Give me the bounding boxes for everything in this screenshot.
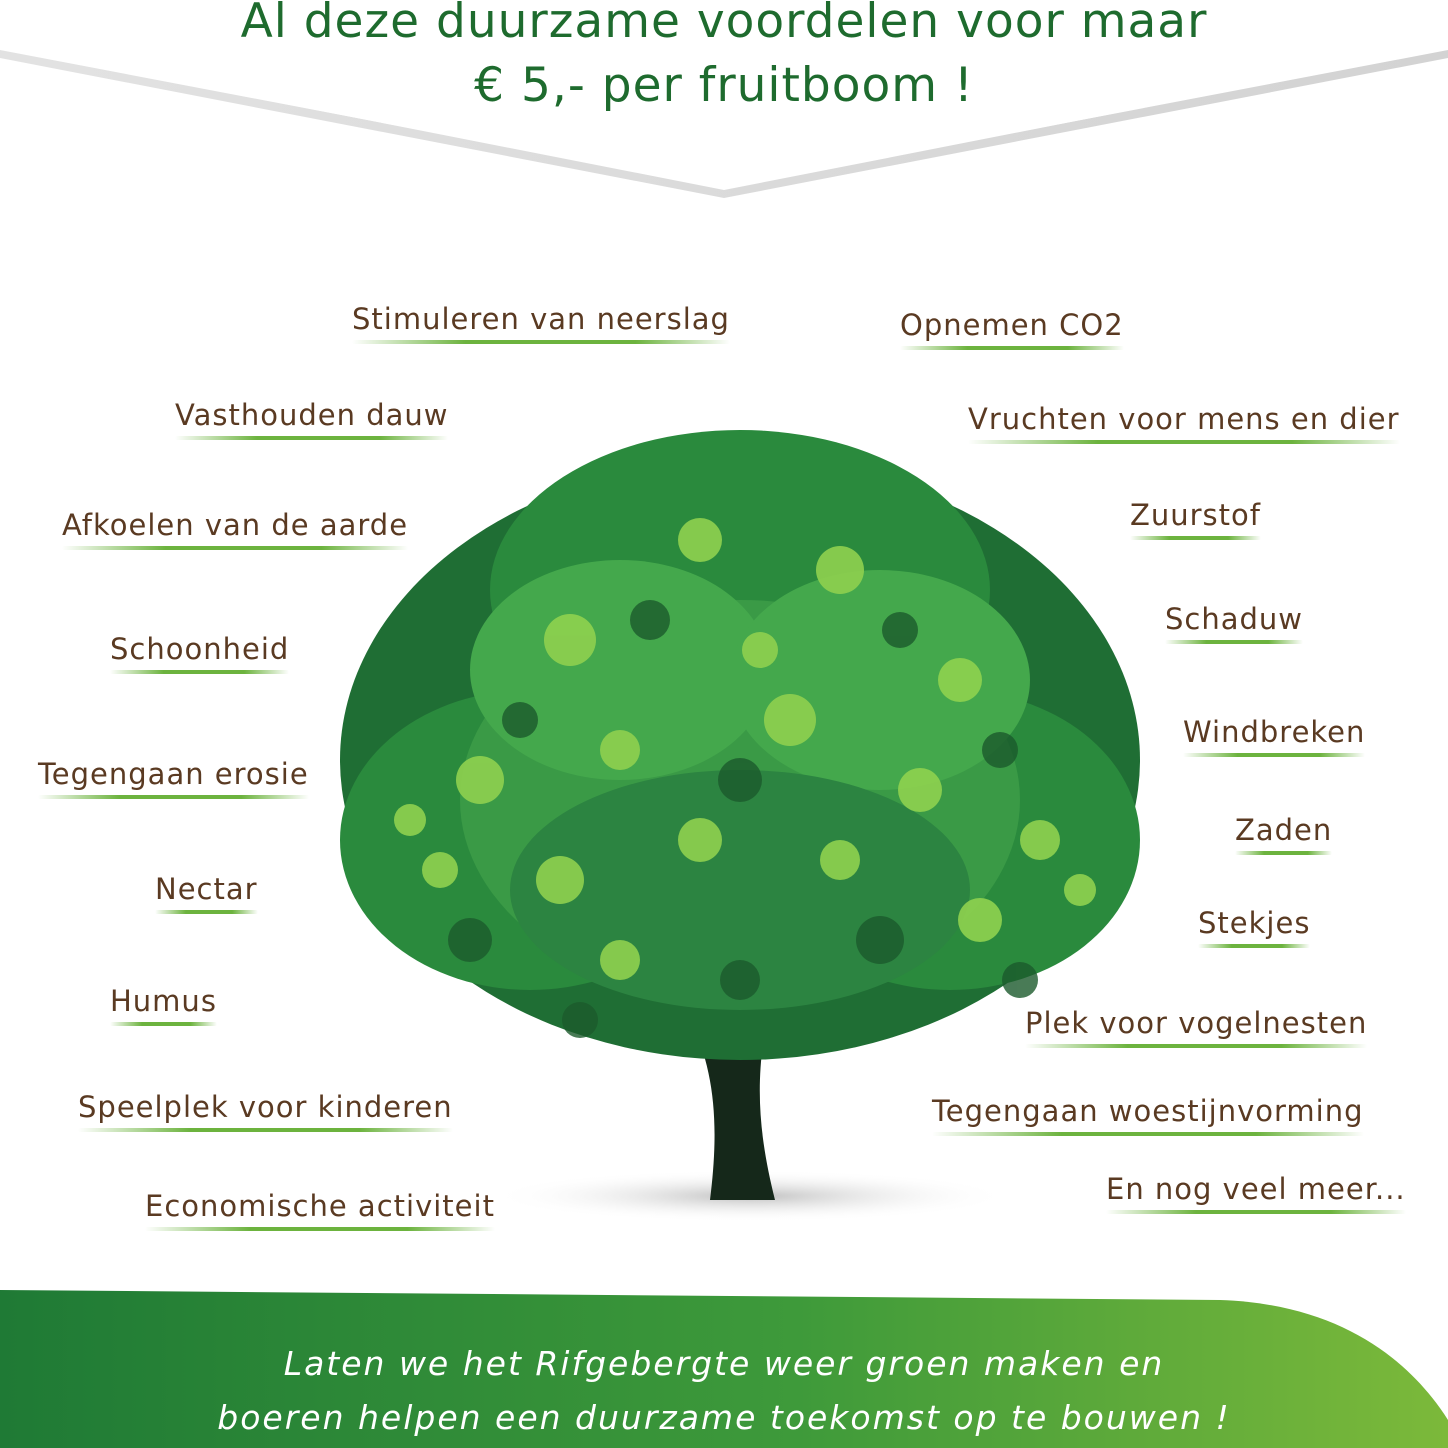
benefit-woestijnvorming: Tegengaan woestijnvorming: [932, 1092, 1364, 1136]
benefit-zuurstof: Zuurstof: [1130, 496, 1261, 540]
benefit-humus: Humus: [110, 982, 217, 1026]
benefit-opnemen-co2: Opnemen CO2: [900, 306, 1124, 350]
benefit-vogelnesten: Plek voor vogelnesten: [1025, 1004, 1367, 1048]
benefit-stimuleren-neerslag: Stimuleren van neerslag: [352, 300, 730, 344]
benefit-tegengaan-erosie: Tegengaan erosie: [38, 755, 309, 799]
benefit-vruchten: Vruchten voor mens en dier: [968, 400, 1400, 444]
footer-line-2: boeren helpen een duurzame toekomst op te bouwen !: [217, 1398, 1231, 1437]
tree-canopy: [340, 430, 1140, 1060]
benefit-vasthouden-dauw: Vasthouden dauw: [175, 396, 448, 440]
benefit-afkoelen-aarde: Afkoelen van de aarde: [62, 506, 408, 550]
benefit-nog-veel-meer: En nog veel meer...: [1106, 1170, 1406, 1214]
benefit-schaduw: Schaduw: [1165, 600, 1303, 644]
benefit-windbreken: Windbreken: [1183, 713, 1365, 757]
headline-line-2: € 5,- per fruitboom !: [474, 58, 974, 113]
footer-line-1: Laten we het Rifgebergte weer groen maken en: [283, 1344, 1165, 1383]
benefit-stekjes: Stekjes: [1198, 904, 1310, 948]
headline-line-1: Al deze duurzame voordelen voor maar: [240, 0, 1208, 49]
benefit-speelplek-kinderen: Speelplek voor kinderen: [78, 1088, 453, 1132]
benefit-zaden: Zaden: [1235, 811, 1332, 855]
benefit-schoonheid: Schoonheid: [110, 630, 289, 674]
benefit-nectar: Nectar: [155, 870, 258, 914]
benefit-economische-activiteit: Economische activiteit: [145, 1187, 495, 1231]
